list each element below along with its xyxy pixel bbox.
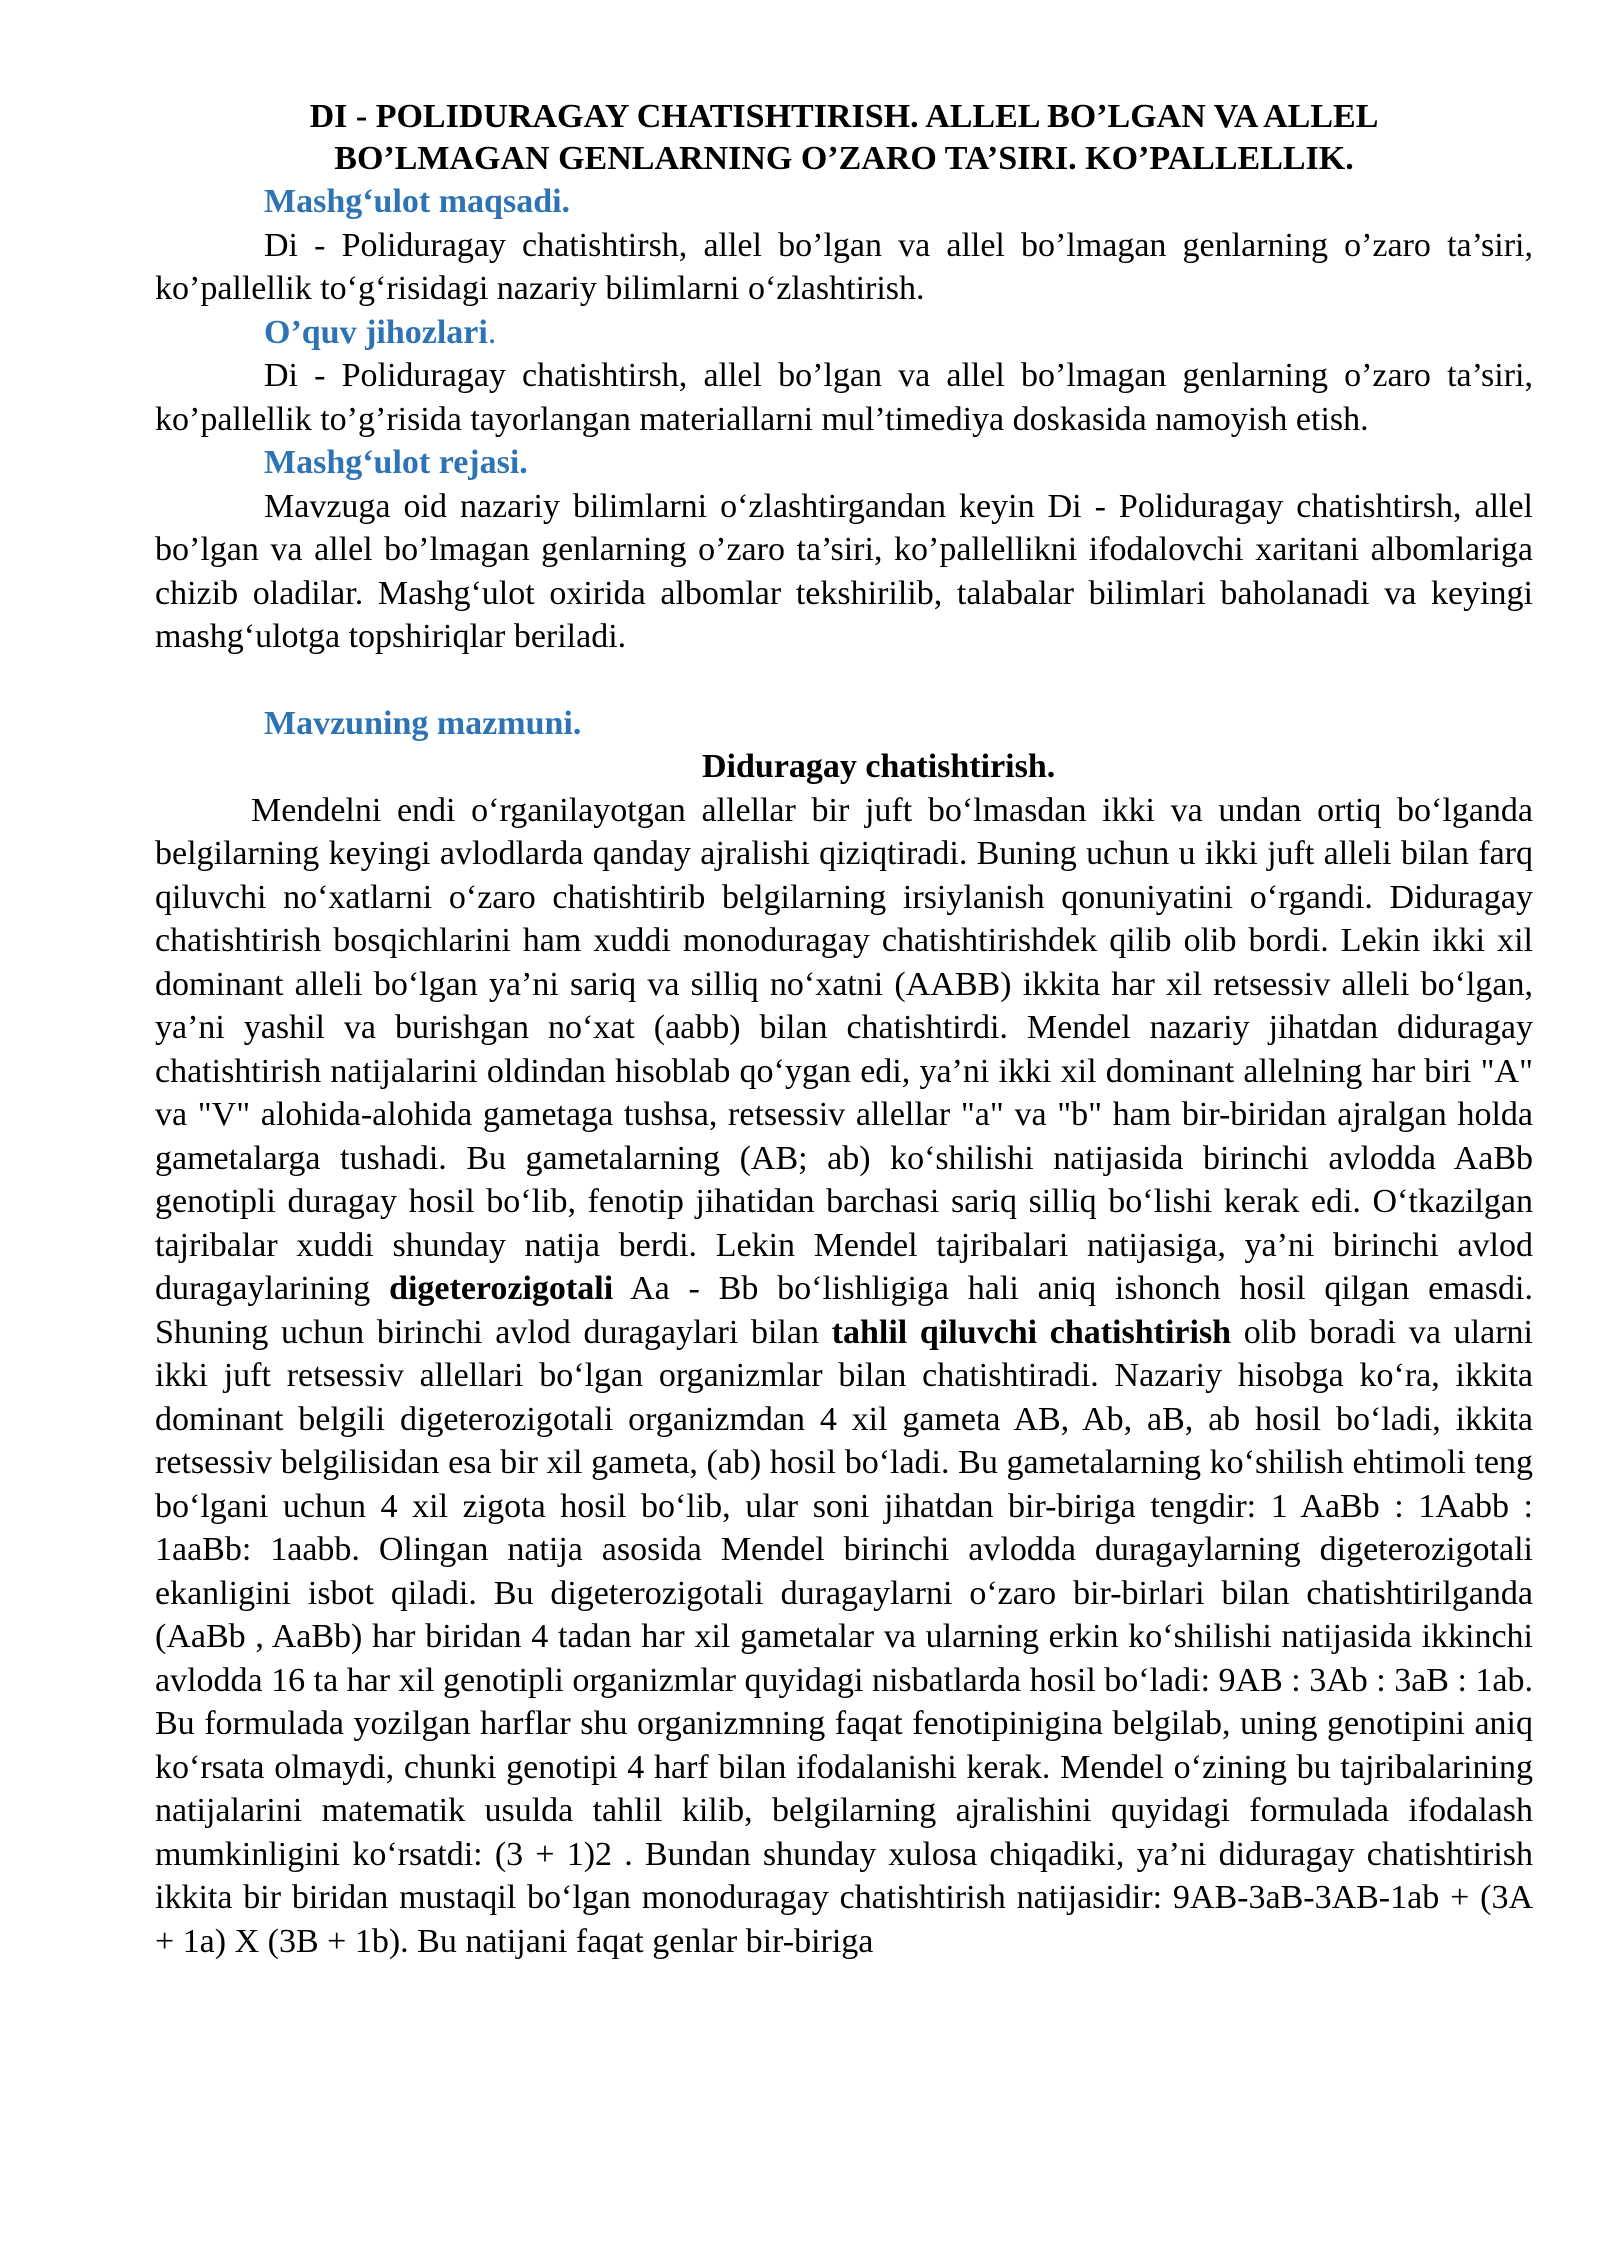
equipment-heading	[155, 311, 1533, 355]
bold-term-tahlil: tahlil qiluvchi chatishtirish	[831, 1313, 1232, 1351]
document-page	[155, 96, 1533, 1963]
main-paragraph	[155, 789, 1533, 1964]
document-title	[155, 96, 1533, 180]
content-subtitle: Diduragay chatishtirish.	[702, 748, 1056, 785]
main-text-part-3: olib boradi va ularni ikki juft retsessiv allellari bo‘lgan organizmlar bilan chatishtiradi. Nazariy hisobga ko‘ra, ikkita dominant belgili digeterozigotali organizmdan 4 xil gameta AB, Ab, aB, ab hosil bo‘ladi, ikkita retsessiv belgilisidan esa bir xil gameta, (ab) hosil bo‘ladi. Bu gametalarning ko‘shilish ehtimoli teng bo‘lgani uchun 4 xil zigota hosil bo‘lib, ular soni jihatdan bir-biriga tengdir: 1 AaBb : 1Aabb : 1aaBb: 1aabb. Olingan natija asosida Mendel birinchi avlodda duragaylarning digeterozigotali ekanligini isbot qiladi. Bu digeterozigotali duragaylarni o‘zaro bir-birlari bilan chatishtirilganda (AaBb , AaBb) har biridan 4 tadan har xil gametalar va ularning erkin ko‘shilishi natijasida ikkinchi avlodda 16 ta har xil genotipli organizmlar quyidagi nisbatlarda hosil bo‘ladi: 9AB : 3Ab : 3aB : 1ab. Bu formulada yozilgan harflar shu organizmning faqat fenotipinigina belgilab, uning genotipini aniq ko‘rsata olmaydi, chunki genotipi 4 harf bilan ifodalanishi kerak. Mendel o‘zining bu tajribalarining natijalarini matematik usulda tahlil kilib, belgilarning ajralishini quyidagi formulada ifodalash mumkinligini ko‘rsatdi: (3 + 1)2 . Bundan shunday xulosa chiqadiki, ya’ni diduragay chatishtirish ikkita bir biridan mustaqil bo‘lgan monoduragay chatishtirish natijasidir: 9AB-3aB-3AB-1ab + (3A + 1a) X (3B + 1b). Bu natijani faqat genlar bir-biriga	[155, 1313, 1533, 1960]
content-heading: Mavzuning mazmuni.	[264, 704, 582, 742]
goal-paragraph: Di - Poliduragay chatishtirsh, allel bo’lgan va allel bo’lmagan genlarning o’zaro ta’siri, ko’pallellik to‘g‘risidagi nazariy bilimlarni o‘zlashtirish.	[155, 226, 1533, 307]
goal-heading: Mashg‘ulot maqsadi.	[264, 183, 571, 220]
main-text-part-2: Aa - Bb bo‘lishligiga hali aniq ishonch hosil qilgan emasdi. Shuning uchun birinchi avlod duragaylari bilan	[155, 1270, 1533, 1351]
equipment-heading-dot: .	[487, 313, 497, 351]
title-line-2: BO’LMAGAN GENLARNING O’ZARO TA’SIRI. KO’PALLELLIK.	[334, 140, 1354, 177]
plan-paragraph: Mavzuga oid nazariy bilimlarni o‘zlashtirgandan keyin Di - Poliduragay chatishtirsh, allel bo’lgan va allel bo’lmagan genlarning o’zaro ta’siri, ko’pallellikni ifodalovchi xaritani albomlariga chizib oladilar. Mashg‘ulot oxirida albomlar tekshirilib, talabalar bilimlari baholanadi va keyingi mashg‘ulotga topshiriqlar beriladi.	[155, 487, 1533, 655]
title-line-1: DI - POLIDURAGAY CHATISHTIRISH. ALLEL BO’LGAN VA ALLEL	[309, 98, 1379, 135]
equipment-heading-text: O’quv jihozlari	[264, 313, 488, 351]
bold-term-digeterozigotali: digeterozigotali	[389, 1270, 614, 1307]
equipment-paragraph: Di - Poliduragay chatishtirsh, allel bo’lgan va allel bo’lmagan genlarning o’zaro ta’siri, ko’pallellik to’g’risida tayorlangan materiallarni mul’timediya doskasida namoyish etish.	[155, 357, 1533, 438]
blank-line	[155, 659, 1533, 702]
plan-heading: Mashg‘ulot rejasi.	[264, 444, 528, 481]
main-text-part-1: Mendelni endi o‘rganilayotgan allellar bir juft bo‘lmasdan ikki va undan ortiq bo‘lganda belgilarning keyingi avlodlarda qanday ajralishi qiziqtiradi. Buning uchun u ikki juft alleli bilan farq qiluvchi no‘xatlarni o‘zaro chatishtirib belgilarning irsiylanish qonuniyatini o‘rgandi. Diduragay chatishtirish bosqichlarini ham xuddi monoduragay chatishtirishdek qilib olib bordi. Lekin ikki xil dominant alleli bo‘lgan ya’ni sariq va silliq no‘xatni (AABB) ikkita har xil retsessiv alleli bo‘lgan, ya’ni yashil va burishgan no‘xat (aabb) bilan chatishtirdi. Mendel nazariy jihatdan diduragay chatishtirish natijalarini oldindan hisoblab qo‘ygan edi, ya’ni ikki xil dominant allelning har biri "A" va "V" alohida-alohida gametaga tushsa, retsessiv allellar "a" va "b" ham bir-biridan ajralgan holda gametalarga tushadi. Bu gametalarning (AB; ab) ko‘shilishi natijasida birinchi avlodda AaBb genotipli duragay hosil bo‘lib, fenotip jihatidan barchasi sariq silliq bo‘lishi kerak edi. O‘tkazilgan tajribalar xuddi shunday natija berdi. Lekin Mendel tajribalari natijasiga, ya’ni birinchi avlod duragaylarining	[155, 791, 1533, 1307]
